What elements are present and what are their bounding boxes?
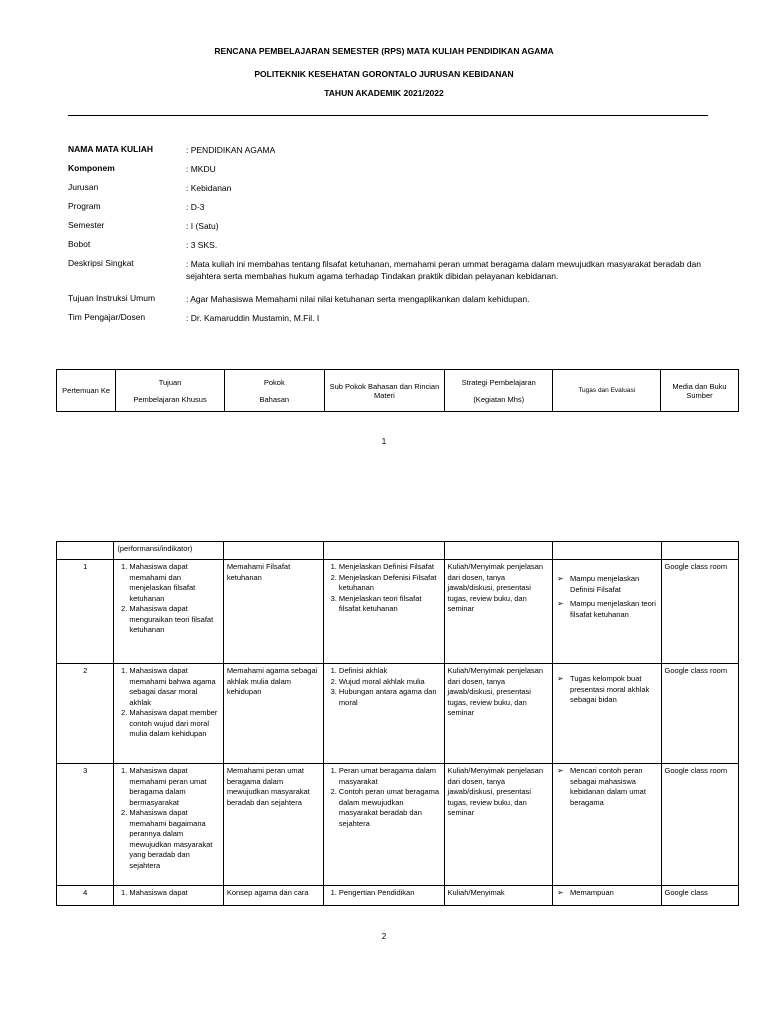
info-label: Tim Pengajar/Dosen <box>68 312 146 322</box>
row-media: Google class <box>661 886 738 906</box>
list-item: 1. Pengertian Pendidikan <box>339 888 441 899</box>
row-tugas <box>553 560 662 664</box>
col-strategi <box>445 370 553 412</box>
col-media: Media dan Buku Sumber <box>661 370 739 412</box>
cont-cell <box>57 542 114 560</box>
col-pokok <box>224 370 324 412</box>
info-label: Semester <box>68 220 105 230</box>
row-tujuan <box>114 764 223 886</box>
row-sub <box>323 764 444 886</box>
list-item: 1. Mahasiswa dapat memahami peran umat beragama dalam bermasyarakat <box>129 766 219 808</box>
col-tugas: Tugas dan Evaluasi <box>553 370 661 412</box>
header-divider <box>68 115 708 116</box>
list-item: 1. Mahasiswa dapat memahami dan menjelaskan filsafat ketuhanan <box>129 562 219 604</box>
list-item: 1. Menjelaskan Definisi Filsafat <box>339 562 441 573</box>
table-row <box>57 664 739 764</box>
info-value: : D-3 <box>186 202 205 212</box>
row-media: Google class room <box>661 664 738 764</box>
info-value: : 3 SKS. <box>186 240 218 250</box>
col-strategi-line2: (Kegiatan Mhs) <box>473 394 525 404</box>
cont-header-performansi: (performansi/indikator) <box>114 542 223 560</box>
list-item: ➢ Mampu menjelaskan Definisi Filsafat <box>570 574 658 595</box>
list-item: ➢ Memampuan <box>570 888 658 899</box>
list-item: 1. Definisi akhlak <box>339 666 441 677</box>
row-strategi: Kuliah/Menyimak penjelasan dari dosen, tanya jawab/diskusi, presentasi tugas, review buku, dan seminar <box>444 664 552 764</box>
info-label: Komponem <box>68 163 115 173</box>
table-row <box>57 560 739 664</box>
info-value: : I (Satu) <box>186 221 219 231</box>
row-tugas <box>553 664 662 764</box>
cont-cell <box>223 542 323 560</box>
info-label: Jurusan <box>68 182 99 192</box>
row-tugas <box>553 764 662 886</box>
academic-year: TAHUN AKADEMIK 2021/2022 <box>324 88 444 98</box>
info-value: : MKDU <box>186 164 216 174</box>
info-label: Program <box>68 201 101 211</box>
row-number: 4 <box>57 886 114 906</box>
info-label: NAMA MATA KULIAH <box>68 144 153 154</box>
info-label: Deskripsi Singkat <box>68 258 134 268</box>
col-pertemuan: Pertemuan Ke <box>57 370 116 412</box>
info-value: : Agar Mahasiswa Memahami nilai nilai ketuhanan serta mengaplikankan dalam kehidupan. <box>186 294 530 304</box>
page-number: 1 <box>381 437 387 446</box>
list-item: ➢ Mampu menjelaskan teori filsafat ketuhanan <box>570 599 658 620</box>
list-item: 1. Peran umat beragama dalam masyarakat <box>339 766 441 787</box>
row-strategi: Kuliah/Menyimak <box>444 886 552 906</box>
row-number: 1 <box>57 560 114 664</box>
list-item: 3. Hubungan antara agama dan moral <box>339 687 441 708</box>
row-pokok: Memahami Filsafat ketuhanan <box>223 560 323 664</box>
col-pokok-line2: Bahasan <box>259 394 290 404</box>
col-tujuan-line2: Pembelajaran Khusus <box>133 394 207 404</box>
row-tujuan <box>114 886 223 906</box>
list-item: ➢ Tugas kelompok buat presentasi moral akhlak sebagai bidan <box>570 674 658 706</box>
col-pokok-line1: Pokok <box>263 377 285 387</box>
list-item: 1. Mahasiswa dapat memahami bahwa agama sebagai dasar moral akhlak <box>129 666 219 708</box>
list-item: 3. Menjelaskan teori filsafat filsafat ketuhanan <box>339 594 441 615</box>
list-item: 1. Mahasiswa dapat <box>129 888 219 899</box>
info-value: : PENDIDIKAN AGAMA <box>186 145 276 155</box>
info-value: : Mata kuliah ini membahas tentang filsafat ketuhanan, memahami peran ummat beragama dalam mewujudkan masyarakat beradab dan sejahtera serta membahas hukum agama terhadap Tindakan praktik dibidan pelayanan kebidanan. <box>186 259 702 281</box>
info-label: Bobot <box>68 239 91 249</box>
col-sub-pokok: Sub Pokok Bahasan dan Rincian Materi <box>324 370 444 412</box>
row-sub <box>323 664 444 764</box>
rps-table-body <box>56 541 739 906</box>
list-item: 2. Contoh peran umat beragama dalam mewujudkan masyarakat beradab dan sejahtera <box>339 787 441 829</box>
cont-cell <box>553 542 662 560</box>
cont-cell <box>444 542 552 560</box>
info-label: Tujuan Instruksi Umum <box>68 293 156 303</box>
info-value: : Dr. Kamaruddin Mustamin, M.Fil. I <box>186 313 320 323</box>
doc-title: RENCANA PEMBELAJARAN SEMESTER (RPS) MATA KULIAH PENDIDIKAN AGAMA <box>214 46 554 56</box>
row-sub <box>323 886 444 906</box>
list-item: 2. Mahasiswa dapat memahami bagaimana perannya dalam mewujudkan masyarakat yang beradab dan sejahtera <box>129 808 219 871</box>
col-tujuan-line1: Tujuan <box>158 377 182 387</box>
cont-cell <box>661 542 738 560</box>
institution-name: POLITEKNIK KESEHATAN GORONTALO JURUSAN KEBIDANAN <box>254 69 514 79</box>
table-row <box>57 764 739 886</box>
row-pokok: Konsep agama dan cara <box>223 886 323 906</box>
row-tujuan <box>114 560 223 664</box>
list-item: 2. Mahasiswa dapat member contoh wujud dari moral mulia dalam kehidupan <box>129 708 219 740</box>
list-item: 2. Menjelaskan Defenisi Filsafat ketuhanan <box>339 573 441 594</box>
info-value: : Kebidanan <box>186 183 232 193</box>
row-pokok: Memahami peran umat beragama dalam mewujudkan masyarakat beradab dan sejahtera <box>223 764 323 886</box>
row-strategi: Kuliah/Menyimak penjelasan dari dosen, tanya jawab/diskusi, presentasi tugas, review buku, dan seminar <box>444 764 552 886</box>
row-tujuan <box>114 664 223 764</box>
row-strategi: Kuliah/Menyimak penjelasan dari dosen, tanya jawab/diskusi, presentasi tugas, review buku, dan seminar <box>444 560 552 664</box>
list-item: 2. Mahasiswa dapat menguraikan teori filsafat ketuhanan <box>129 604 219 636</box>
row-sub <box>323 560 444 664</box>
col-tujuan <box>116 370 224 412</box>
row-pokok: Memahami agama sebagai akhlak mulia dalam kehidupan <box>223 664 323 764</box>
row-media: Google class room <box>661 560 738 664</box>
rps-table-header <box>56 369 739 412</box>
row-number: 3 <box>57 764 114 886</box>
list-item: 2. Wujud moral akhlak mulia <box>339 677 441 688</box>
cont-cell <box>323 542 444 560</box>
col-strategi-line1: Strategi Pembelajaran <box>461 377 536 387</box>
list-item: ➢ Mencari contoh peran sebagai mahasiswa kebidanan dalam umat beragama <box>570 766 658 808</box>
table-row <box>57 886 739 906</box>
page-number: 2 <box>381 932 387 941</box>
row-tugas <box>553 886 662 906</box>
row-media: Google class room <box>661 764 738 886</box>
row-number: 2 <box>57 664 114 764</box>
